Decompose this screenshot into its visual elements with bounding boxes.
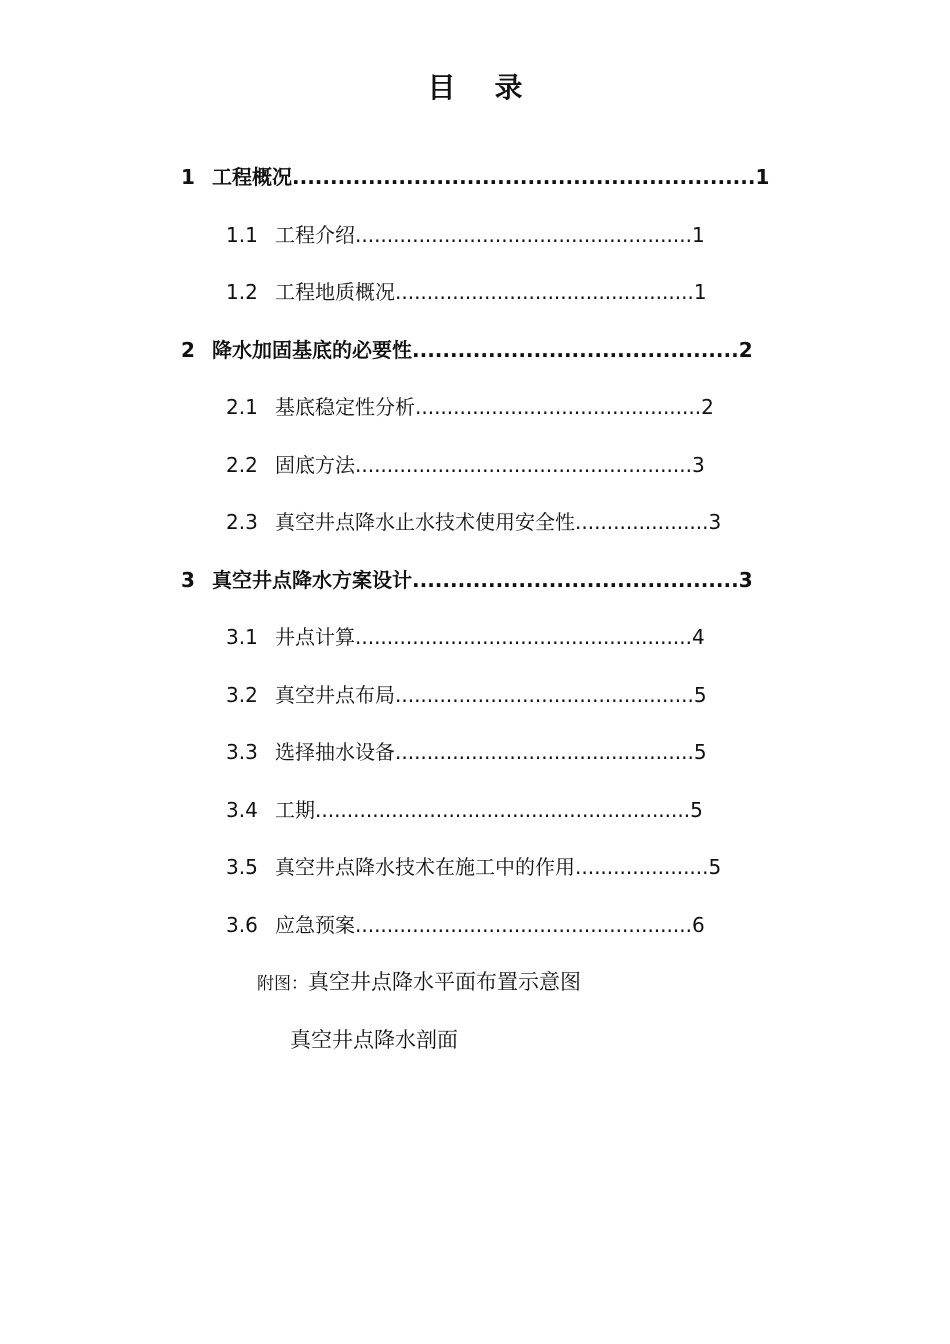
toc-entry-3-4[interactable] xyxy=(226,795,703,825)
toc-leader-dots: ..................... xyxy=(575,510,709,534)
toc-entry-2-3[interactable] xyxy=(226,507,721,537)
toc-title: 选择抽水设备 xyxy=(275,740,395,764)
appendix-line-1 xyxy=(257,967,581,999)
toc-number: 1.2 xyxy=(226,280,258,304)
toc-page-number: 1 xyxy=(755,165,770,189)
toc-number: 1 xyxy=(181,165,195,189)
toc-leader-dots: ............................................... xyxy=(395,280,694,304)
toc-page-number: 2 xyxy=(738,338,753,362)
toc-leader-dots: ........................................... xyxy=(412,568,739,592)
toc-entry-3[interactable] xyxy=(181,565,771,595)
toc-title: 真空井点降水止水技术使用安全性 xyxy=(275,510,575,534)
toc-entry-3-1[interactable] xyxy=(226,622,705,652)
toc-entry-2-2[interactable] xyxy=(226,450,705,480)
toc-page-number: 4 xyxy=(691,625,705,649)
toc-entry-1-1[interactable] xyxy=(226,220,705,250)
toc-title: 降水加固基底的必要性 xyxy=(212,338,412,362)
toc-title: 工期 xyxy=(275,798,315,822)
toc-page-number: 6 xyxy=(691,913,705,937)
toc-page-number: 5 xyxy=(693,740,707,764)
toc-title: 工程介绍 xyxy=(275,223,355,247)
toc-leader-dots: ............................................... xyxy=(395,683,694,707)
toc-title: 应急预案 xyxy=(275,913,355,937)
appendix-item[interactable]: 真空井点降水平面布置示意图 xyxy=(308,970,581,994)
toc-entry-2[interactable] xyxy=(181,335,771,365)
toc-number: 2.1 xyxy=(226,395,258,419)
toc-number: 2.2 xyxy=(226,453,258,477)
toc-title: 基底稳定性分析 xyxy=(275,395,415,419)
toc-entry-1[interactable] xyxy=(181,162,771,192)
toc-page-number: 3 xyxy=(691,453,705,477)
toc-number: 3.4 xyxy=(226,798,258,822)
toc-title: 工程地质概况 xyxy=(275,280,395,304)
toc-leader-dots: ........................................... xyxy=(412,338,739,362)
toc-entry-3-6[interactable] xyxy=(226,910,705,940)
toc-page-number: 2 xyxy=(701,395,714,419)
appendix-line-2 xyxy=(290,1025,458,1055)
toc-title: 真空井点布局 xyxy=(275,683,395,707)
toc-leader-dots: ............................................... xyxy=(395,740,694,764)
toc-number: 3.3 xyxy=(226,740,258,764)
toc-page-number: 3 xyxy=(738,568,753,592)
toc-entry-3-2[interactable] xyxy=(226,680,707,710)
toc-number: 3.1 xyxy=(226,625,258,649)
appendix-item[interactable]: 真空井点降水剖面 xyxy=(290,1028,458,1052)
toc-entry-3-3[interactable] xyxy=(226,737,707,767)
toc-number: 3.6 xyxy=(226,913,258,937)
toc-title: 真空井点降水技术在施工中的作用 xyxy=(275,855,575,879)
page-title: 目 录 xyxy=(427,71,523,104)
toc-title: 井点计算 xyxy=(275,625,355,649)
toc-leader-dots: ............................................................. xyxy=(292,165,756,189)
toc-number: 2 xyxy=(181,338,195,362)
toc-entry-2-1[interactable] xyxy=(226,392,714,422)
toc-number: 3.2 xyxy=(226,683,258,707)
toc-number: 3 xyxy=(181,568,195,592)
toc-title: 工程概况 xyxy=(212,165,292,189)
toc-page-number: 5 xyxy=(693,683,707,707)
toc-title: 真空井点降水方案设计 xyxy=(212,568,412,592)
toc-number: 3.5 xyxy=(226,855,258,879)
toc-page-number: 1 xyxy=(693,280,707,304)
toc-leader-dots: ............................................. xyxy=(415,395,702,419)
toc-page-number: 5 xyxy=(708,855,722,879)
toc-leader-dots: ..................................................... xyxy=(355,223,692,247)
toc-leader-dots: ..................... xyxy=(575,855,709,879)
toc-title: 固底方法 xyxy=(275,453,355,477)
toc-leader-dots: ..................................................... xyxy=(355,625,692,649)
toc-leader-dots: ..................................................... xyxy=(355,453,692,477)
toc-leader-dots: ........................................................... xyxy=(315,798,691,822)
toc-page-number: 1 xyxy=(691,223,705,247)
toc-number: 2.3 xyxy=(226,510,258,534)
toc-entry-3-5[interactable] xyxy=(226,852,721,882)
toc-number: 1.1 xyxy=(226,223,258,247)
toc-leader-dots: ..................................................... xyxy=(355,913,692,937)
toc-page-number: 3 xyxy=(708,510,722,534)
toc-entry-1-2[interactable] xyxy=(226,277,707,307)
toc-page-number: 5 xyxy=(690,798,703,822)
appendix-label: 附图： xyxy=(257,974,308,994)
